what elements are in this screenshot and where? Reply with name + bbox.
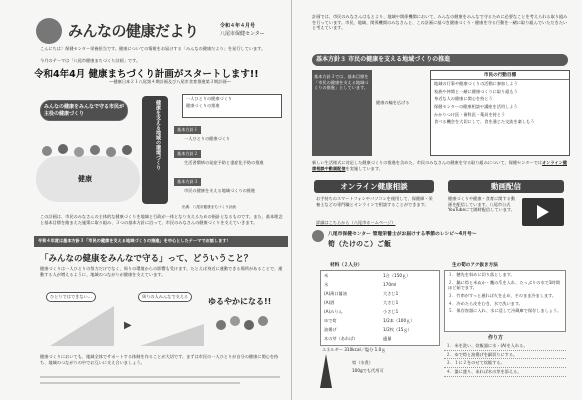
recipe-step: １．米を洗い、炊飯器に水・(A)を入れる。 <box>444 342 566 351</box>
tip-box <box>444 270 566 332</box>
recipe-step: ３．１に２をのせて炊飯する。 <box>444 359 566 368</box>
policy-left-text: 基本方針３では、基本目標を「市民の健康を支える地域づくりの推進」としています。 <box>314 74 369 91</box>
policy-sub-label: 健康の輪を広げる <box>376 100 410 105</box>
video-text: 健康づくりや健康・食育に関する動画を配信しています。八尾市公式YouTubeにて随時配信しています。 <box>448 196 516 213</box>
policy-3-bar: 基本方針３ 市民の健康を支える地域づくりの推進 <box>312 54 568 66</box>
ingredient-amount: 適量 <box>383 336 392 341</box>
arrow-icon: ▶ <box>124 320 132 331</box>
ingredients-table <box>320 270 440 346</box>
person-figure <box>106 147 116 157</box>
philosophy-bubble: みんなの健康をみんなで守る市民が主役の健康づくり <box>40 100 128 121</box>
covid-text <box>312 160 568 171</box>
covid-text-start: 新しい生活様式に対応した健康づくりの推進を含めた、市民のみなさんの健康を守る取り組みについて、保健センターでは <box>312 160 542 165</box>
question-title: 「みんなの健康をみんなで守る」って、どういうこと？ <box>40 254 253 264</box>
ingredient-name: (A)薄口醤油 <box>324 291 347 296</box>
question-bottom-text: 健康づくりにおいても、地域全体でサポートする体制を作ることが大切です。まずは市民の一人ひとりが自分の健康に関心を持ち、地域のつながりの中でお互いに支え合いましょう。 <box>40 354 279 365</box>
ingredient-amount: 1合（150ｇ） <box>383 273 411 278</box>
issue-date: 令和４年４月号 <box>220 23 256 29</box>
policy-3-text: 市民の健康を支える地域づくりの推進 <box>184 188 256 193</box>
person-figure <box>122 145 132 155</box>
tip-title: 生の筍のアク抜き方法 <box>452 263 498 268</box>
play-icon <box>537 205 549 219</box>
online-highlight: オンライン健康相談や動画配信 <box>312 160 567 171</box>
person-figure <box>42 146 52 156</box>
ingredient-name: 米 <box>324 273 329 278</box>
tip-step: ４．冷めたら皮をむき、水で洗います。 <box>448 300 523 306</box>
substitute-label: 筍（水煮） <box>352 360 373 365</box>
policy-sidebox <box>182 94 282 118</box>
online-consult-title: オンライン健康相談 <box>314 180 434 193</box>
bubble-alone: ひとりではできない… <box>46 292 96 302</box>
ingredient-amount: 1/2枚（15ｇ） <box>383 327 412 332</box>
plan-body-text: この計画は、市民のみなさんの主体的な健康づくりを地域と行政が一体となり支えるための指針となるものです。また、基本理念と基本目標を踏まえた施策に取り組み、３つの基本方針に沿って、市民のみなさんの健康づくりを支えていきます。 <box>40 214 283 225</box>
ingredient-amount: 1/2本（100ｇ） <box>383 318 415 323</box>
action-goal-item: 家族や仲間と一緒に健康づくりに取り組もう <box>434 88 518 94</box>
policy-2-text: 生活習慣病の発症予防と重症化予防の推進 <box>184 160 264 165</box>
covid-text-end: を実施しています。 <box>345 165 383 171</box>
figure-caption: 出典：八尾市健康まちづくり計画 <box>182 205 236 209</box>
action-goal-item: 地域の行事や健康づくりの活動に参加しよう <box>434 81 518 86</box>
ingredient-name: ゆで筍 <box>324 318 337 323</box>
tip-step: １．穂先を斜めに切り落とします。 <box>448 272 515 277</box>
action-goal-item: 食べる機会を大切にして、食を通じた交流を楽しもう <box>434 119 535 125</box>
video-title: 動画配信 <box>448 180 564 193</box>
steps-list <box>444 342 566 377</box>
steps-title: 作り方 <box>488 335 504 341</box>
ingredient-name: (A)みりん <box>324 309 343 314</box>
person-figure <box>74 147 84 157</box>
action-goal-item: 身近な人の健康に関心を持とう <box>434 96 493 102</box>
ingredient-name: 油揚げ <box>324 327 337 332</box>
ingredient-amount: 170ml <box>383 282 397 287</box>
recipe-icon <box>312 230 324 242</box>
newsletter-title: みんなの健康だより <box>68 22 199 40</box>
video-thumbnail[interactable] <box>522 198 564 226</box>
action-goals-box <box>430 70 570 156</box>
plan-intro-text: 計画では、市民のみなさんはもとより、地域や関係機関において、みんなの健康をみんなで守るために必要なことを考えられる取り組みを行っています。市民、地域、関係機関のみなさんと、この計画に基づき健康づくり・健康を守る行動を一緒に取り組んでいただきたいと考えています。 <box>312 14 568 31</box>
policy-3-tag: 基本方針３ <box>174 178 201 186</box>
steep-slope <box>50 306 114 346</box>
person-figure <box>90 145 100 155</box>
ingredient-amount: 大さじ1 <box>383 300 399 305</box>
recipe-header: 八尾市保健センター 管理栄養士がお届けする季節のレシピ～4月号～ <box>328 232 477 237</box>
action-goal-item: かかりつけ医・歯科医・薬局を持とう <box>434 111 506 117</box>
tip-step: ２．鍋に筍と米ぬか・鷹の爪を入れ、たっぷりの水で1時間ほど茹でます。 <box>448 279 560 291</box>
intro-text-2: 今月のテーマは「八尾市健康まちづくり計画」です。 <box>40 58 141 63</box>
action-goals-title: 市民の行動目標 <box>431 71 569 80</box>
bubble-together: 周りの人みんなで支える <box>138 292 192 302</box>
ingredient-amount: 小さじ1 <box>383 309 399 314</box>
recipe-name: 筍（たけのこ）ご飯 <box>328 240 391 248</box>
ingredient-name: 木の芽（あれば） <box>324 336 358 341</box>
gentle-slope <box>140 324 204 346</box>
plan-figure <box>32 86 284 214</box>
people-illustration <box>36 144 140 202</box>
policy-1-tag: 基本方針１ <box>174 126 201 134</box>
ingredient-amount: 大さじ1 <box>383 291 399 296</box>
online-consult-link[interactable]: 詳細はこちらから（八尾市ホームページ） <box>316 220 396 225</box>
policy-sidebox-line2: 健康づくりの推進 <box>186 102 220 108</box>
people-group-icon <box>216 314 276 344</box>
tip-step: ５．保存容器に入れ、水に浸して冷蔵庫で保存しましょう。 <box>448 308 562 314</box>
plan-title: 令和4年4月 健康まちづくり計画がスタートします!! <box>34 69 259 80</box>
ingredient-name: 水 <box>324 282 329 287</box>
intro-text-1: こんにちは！保健センター栄養担当です。健康についての情報をお届けする「みんなの健康だより」を発行しています。 <box>40 46 266 51</box>
plan-subtitle: ―健康日本２１八尾第４期計画及び八尾市食育推進第３期計画― <box>109 79 231 84</box>
action-goal-item: 保健センターの健康相談や講座を活用しよう <box>434 104 518 110</box>
theme-band-text: 令和４年度は基本方針３「市民の健康を支える地域づくりの推進」を中心としたテーマでお話します！ <box>38 238 231 243</box>
vertical-environment-label: 健康を支える地域の環境づくり <box>155 100 161 170</box>
ingredient-name: (A)酒 <box>324 300 335 305</box>
question-text: 健康づくりは一人ひとりの努力だけでなく、周りの環境からの影響も受けます。たとえば身近に運動できる場所があることで、運動する人が増えるように、地域のつながりが健康を支えています。 <box>40 266 283 277</box>
logo-emblem <box>36 18 62 44</box>
policy-2-tag: 基本方針２ <box>174 150 201 158</box>
tip-step: ３．竹串がすっと通れば火を止め、そのまま冷まします。 <box>448 293 557 299</box>
masthead <box>40 18 286 46</box>
slope-illustration <box>40 290 286 350</box>
publisher: 八尾市保健センター <box>220 31 265 37</box>
online-consult-text: お手持ちのスマートフォンやパソコンを使用して、保健師・栄養士などの専門職とオンラインで相談することができます。 <box>316 196 433 207</box>
recipe-step: ２．ゆで筍と油揚げを細切りにする。 <box>444 351 566 360</box>
right-page <box>292 0 582 400</box>
gentle-slope-slogan: ゆるやかになる!! <box>208 297 272 306</box>
policy-detail <box>312 70 568 158</box>
health-label: 健康 <box>78 175 92 183</box>
bamboo-shoot-illustration <box>316 354 336 390</box>
nutrition-info: エネルギー 310kcal／塩分 1.0ｇ <box>322 347 386 352</box>
policy-sidebox-line1: 一人ひとりの健康づくり <box>186 96 233 101</box>
recipe-step: ４．器に盛り、あれば木の芽を添える。 <box>444 368 566 377</box>
policy-1-text: 一人ひとりの健康づくり <box>184 136 231 141</box>
ingredients-title: 材料（２人分） <box>330 263 363 268</box>
person-figure <box>58 144 68 154</box>
substitute-text: 100gでも代用可 <box>352 368 384 373</box>
